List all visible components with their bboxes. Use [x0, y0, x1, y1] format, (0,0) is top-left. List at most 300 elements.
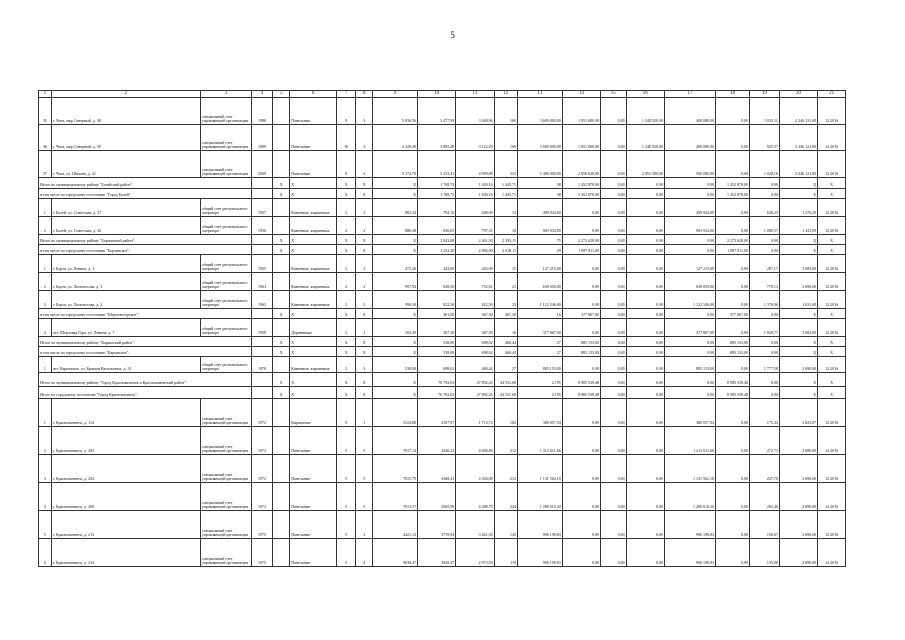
- column-number: 6: [290, 91, 337, 98]
- table-cell: 1 851 000,00: [562, 125, 600, 151]
- table-cell: 272,73: [750, 427, 780, 455]
- table-cell: X: [356, 347, 373, 357]
- table-cell: 0,00: [626, 399, 664, 427]
- table-cell: 2: [337, 291, 356, 309]
- table-cell: общий счет регионального оператора: [200, 217, 251, 235]
- table-cell: 12.2016: [818, 539, 846, 567]
- table-cell: 3 040,96: [456, 98, 494, 125]
- table-cell: 5 274,70: [373, 151, 418, 178]
- table-cell: 794,10: [417, 199, 455, 217]
- table-cell: 0,00: [626, 199, 664, 217]
- table-cell: X: [337, 189, 356, 199]
- table-cell: 0,00: [601, 483, 627, 511]
- table-cell: 75: [518, 235, 563, 245]
- table-cell: 0,00: [626, 511, 664, 539]
- table-cell: 1 768,72: [417, 189, 455, 199]
- table-cell: 4: [356, 539, 373, 567]
- table-row: [39, 399, 846, 427]
- table-cell: 212: [494, 455, 517, 483]
- table-cell: 2 393,11: [494, 235, 517, 245]
- table-cell: специальный счет управляющей организации: [200, 539, 251, 567]
- table-cell: 3: [356, 511, 373, 539]
- table-cell: 2 094,00: [456, 245, 494, 255]
- table-cell: 1 131 562,18: [518, 455, 563, 483]
- table-cell: 8 985 539,48: [715, 373, 749, 387]
- table-cell: X: [373, 178, 418, 189]
- column-number: 14: [562, 91, 600, 98]
- column-number: 16: [626, 91, 664, 98]
- table-row: [39, 483, 846, 511]
- column-number: 13: [518, 91, 563, 98]
- table-cell: 1 348 920,00: [626, 98, 664, 125]
- table-row: [39, 539, 846, 567]
- table-cell: 16: [518, 309, 563, 319]
- table-cell: 2 246 121,00: [779, 125, 817, 151]
- table-cell: специальный счет управляющей организации: [200, 427, 251, 455]
- table-cell: [273, 511, 290, 539]
- table-cell: 1989: [251, 125, 272, 151]
- table-cell: X: [779, 235, 817, 245]
- table-cell: г. Чита, ул. Шилова, д. 41: [51, 151, 200, 178]
- table-cell: 12.2016: [818, 273, 846, 291]
- table-cell: X: [779, 245, 817, 255]
- table-cell: [273, 98, 290, 125]
- table-cell: 27: [518, 347, 563, 357]
- table-row: [39, 319, 846, 337]
- table-cell: 0,00: [715, 199, 749, 217]
- column-number: 8: [356, 91, 373, 98]
- table-cell: 380 057,94: [664, 399, 715, 427]
- table-cell: 2: [356, 199, 373, 217]
- table-cell: X: [273, 309, 290, 319]
- table-cell: 0,00: [715, 125, 749, 151]
- table-cell: 0,00: [715, 98, 749, 125]
- table-cell: [273, 273, 290, 291]
- table-cell: 770,13: [750, 273, 780, 291]
- table-cell: X: [818, 387, 846, 399]
- table-cell: 18: [494, 217, 517, 235]
- table-cell: 0,00: [562, 455, 600, 483]
- table-cell: 12.2016: [818, 511, 846, 539]
- table-cell: 9039,47: [373, 539, 418, 567]
- table-cell: 1 768,72: [417, 178, 455, 189]
- table-cell: 7013,37: [373, 483, 418, 511]
- table-cell: 1 122 546,00: [518, 291, 563, 309]
- table-cell: г. Краснокаменск, д. 214: [51, 539, 200, 567]
- table-cell: X: [818, 347, 846, 357]
- table-cell: 0,00: [664, 189, 715, 199]
- table-cell: 3 683,00: [779, 255, 817, 273]
- table-cell: 0,00: [626, 217, 664, 235]
- subtotal-row: [39, 387, 846, 399]
- table-cell: 145: [494, 511, 517, 539]
- table-cell: X: [337, 309, 356, 319]
- subtotal-label: в том числе по городскому поселению "Карымское":: [39, 347, 252, 357]
- table-cell: 5: [356, 483, 373, 511]
- table-cell: 0,00: [664, 309, 715, 319]
- table-cell: 0,00: [715, 483, 749, 511]
- table-cell: общий счет регионального оператора: [200, 357, 251, 373]
- table-cell: X: [818, 337, 846, 347]
- subtotal-label: Итого по городскому поселению "Город Краснокаменск":: [39, 387, 252, 399]
- table-cell: 377 867,00: [664, 319, 715, 337]
- table-cell: 1 028,16: [750, 151, 780, 178]
- table-cell: 0,00: [626, 309, 664, 319]
- table-cell: X: [373, 235, 418, 245]
- table-cell: X: [818, 309, 846, 319]
- table-cell: 1 713,72: [456, 399, 494, 427]
- table-cell: 1: [39, 399, 52, 427]
- table-cell: X: [779, 347, 817, 357]
- subtotal-label: в том числе по городскому поселению "Борзинское":: [39, 245, 252, 255]
- table-cell: 0,00: [715, 273, 749, 291]
- table-cell: 2 680,00: [779, 427, 817, 455]
- table-cell: г. Краснокаменск, д. 203: [51, 427, 200, 455]
- subtotal-row: [39, 189, 846, 199]
- table-cell: 9: [337, 151, 356, 178]
- subtotal-label: Итого по муниципальному району "Карымский район":: [39, 337, 252, 347]
- table-cell: Панельные: [290, 98, 337, 125]
- column-number: 10: [417, 91, 455, 98]
- table-cell: X: [290, 347, 337, 357]
- table-cell: 0,00: [562, 399, 600, 427]
- subtotal-label: Итого по муниципальному району "Город Краснокаменск и Краснокаменский район":: [39, 373, 252, 387]
- table-cell: 0,00: [601, 217, 627, 235]
- table-cell: 2 690,00: [779, 539, 817, 567]
- table-cell: 3: [356, 357, 373, 373]
- table-cell: 35: [39, 98, 52, 125]
- table-cell: X: [818, 178, 846, 189]
- table-cell: X: [290, 387, 337, 399]
- table-cell: 12.2016: [818, 427, 846, 455]
- table-cell: 698,02: [456, 337, 494, 347]
- table-cell: Панельные: [290, 427, 337, 455]
- table-cell: 885 153,00: [562, 337, 600, 347]
- table-cell: 1 131 562,18: [664, 455, 715, 483]
- table-cell: 1: [39, 357, 52, 373]
- table-cell: 156,67: [750, 511, 780, 539]
- table-cell: [273, 483, 290, 511]
- table-cell: 500 000,00: [664, 151, 715, 178]
- table-cell: X: [356, 245, 373, 255]
- table-cell: 3 122,29: [456, 125, 494, 151]
- table-cell: 1 376,96: [750, 291, 780, 309]
- table-cell: 2 823,87: [779, 399, 817, 427]
- table-cell: 3: [356, 151, 373, 178]
- table-cell: 0,00: [750, 309, 780, 319]
- table-cell: 0,00: [601, 178, 627, 189]
- table-cell: 0,00: [626, 291, 664, 309]
- table-cell: 12.2016: [818, 483, 846, 511]
- table-cell: 380 057,94: [518, 399, 563, 427]
- table-cell: специальный счет управляющей организации: [200, 511, 251, 539]
- table-cell: 0,00: [601, 125, 627, 151]
- table-cell: 0,00: [750, 347, 780, 357]
- table-cell: общий счет регионального оператора: [200, 255, 251, 273]
- table-cell: 1963: [251, 291, 272, 309]
- table-cell: 0,00: [626, 373, 664, 387]
- table-cell: 2 252,20: [417, 245, 455, 255]
- table-cell: 996 198,83: [518, 511, 563, 539]
- table-cell: Панельные: [290, 483, 337, 511]
- table-cell: 2 690,00: [779, 483, 817, 511]
- table-cell: 0,00: [626, 347, 664, 357]
- table-cell: 0,00: [715, 511, 749, 539]
- table-cell: [273, 125, 290, 151]
- table-cell: 0,00: [562, 511, 600, 539]
- table-cell: г. Краснокаменск, д. 213: [51, 511, 200, 539]
- table-cell: Каменные, кирпичные: [290, 255, 337, 273]
- table-cell: 5: [337, 539, 356, 567]
- table-cell: 0,00: [601, 455, 627, 483]
- table-cell: 3124,88: [373, 399, 418, 427]
- table-cell: 119: [494, 539, 517, 567]
- table-cell: 23: [494, 291, 517, 309]
- column-number-row: [39, 91, 846, 98]
- table-cell: 2: [356, 217, 373, 235]
- table-cell: 0,00: [562, 483, 600, 511]
- table-row: [39, 98, 846, 125]
- table-cell: 4 304,08: [456, 455, 494, 483]
- subtotal-label: Итого по муниципальному району "Балейский район":: [39, 178, 252, 189]
- table-cell: 5 836,56: [373, 98, 418, 125]
- column-number: 1: [39, 91, 52, 98]
- table-cell: 12.2016: [818, 125, 846, 151]
- table-cell: 3: [356, 125, 373, 151]
- table-cell: 0,00: [562, 539, 600, 567]
- column-number: 9: [373, 91, 418, 98]
- table-cell: г. Чита, мкр Северный, д. 38: [51, 98, 200, 125]
- table-cell: 244: [494, 483, 517, 511]
- table-cell: 885 153,00: [715, 347, 749, 357]
- column-number: 11: [456, 91, 494, 98]
- table-cell: 47 892,43: [456, 373, 494, 387]
- table-cell: 3 885,48: [417, 125, 455, 151]
- table-cell: 5: [337, 427, 356, 455]
- table-cell: X: [337, 373, 356, 387]
- table-cell: г. Борзя, ул. Ломоносова, д. 2: [51, 291, 200, 309]
- table-cell: 0,00: [715, 357, 749, 373]
- table-cell: 445,00: [456, 255, 494, 273]
- table-cell: 5 252,41: [417, 151, 455, 178]
- table-cell: [251, 245, 272, 255]
- table-cell: 36: [39, 125, 52, 151]
- table-cell: 499 944,00: [518, 199, 563, 217]
- column-number: 17: [664, 91, 715, 98]
- table-cell: 885 153,00: [715, 337, 749, 347]
- table-cell: 0,00: [601, 189, 627, 199]
- table-cell: г. Балей, ул. Советская, д. 37: [51, 199, 200, 217]
- table-cell: г. Борзя, ул. Ломоносова, д. 3: [51, 273, 200, 291]
- table-cell: 12.2016: [818, 98, 846, 125]
- table-cell: 885 153,00: [664, 357, 715, 373]
- table-cell: 0,00: [562, 273, 600, 291]
- table-cell: 12.2016: [818, 357, 846, 373]
- table-cell: 1 445,71: [494, 189, 517, 199]
- table-cell: 29: [518, 245, 563, 255]
- table-cell: 828,50: [417, 273, 455, 291]
- table-cell: 7017,14: [373, 427, 418, 455]
- table-cell: 367,30: [494, 309, 517, 319]
- table-cell: X: [337, 387, 356, 399]
- subtotal-label: Итого по муниципальному району "Борзинский район":: [39, 235, 252, 245]
- table-cell: 822,50: [417, 291, 455, 309]
- table-cell: 996 198,83: [664, 539, 715, 567]
- table-cell: 2 195: [518, 387, 563, 399]
- table-cell: 1 021,00: [779, 291, 817, 309]
- table-cell: 1958: [251, 319, 272, 337]
- table-cell: 4368,21: [417, 455, 455, 483]
- table-cell: специальный счет управляющей организации: [200, 483, 251, 511]
- table-cell: 0,00: [601, 511, 627, 539]
- table-cell: 0,00: [626, 337, 664, 347]
- table-cell: Деревянные: [290, 319, 337, 337]
- table-cell: 822,50: [456, 291, 494, 309]
- table-cell: 1 851 000,00: [562, 98, 600, 125]
- table-cell: 1 341,09: [779, 217, 817, 235]
- table-cell: 44 531,68: [494, 373, 517, 387]
- table-cell: 0,00: [601, 151, 627, 178]
- table-cell: 3: [356, 98, 373, 125]
- table-cell: 1988: [251, 98, 272, 125]
- table-cell: [251, 373, 272, 387]
- table-cell: 3 477,99: [417, 98, 455, 125]
- table-cell: 102: [494, 399, 517, 427]
- table-cell: 2: [356, 255, 373, 273]
- table-cell: 0,00: [601, 273, 627, 291]
- table-cell: 12.2016: [818, 151, 846, 178]
- table-cell: 0,00: [750, 245, 780, 255]
- table-cell: 367,30: [456, 319, 494, 337]
- table-cell: 1 630,16: [456, 189, 494, 199]
- table-cell: 0,00: [626, 319, 664, 337]
- column-number: 12: [494, 91, 517, 98]
- table-cell: [273, 455, 290, 483]
- table-cell: 0,00: [601, 98, 627, 125]
- table-cell: 996 198,83: [518, 539, 563, 567]
- table-cell: 538,00: [417, 347, 455, 357]
- table-cell: X: [779, 387, 817, 399]
- table-cell: 4 999,89: [456, 151, 494, 178]
- table-cell: 0,00: [601, 427, 627, 455]
- table-cell: 2: [337, 255, 356, 273]
- table-cell: 0,00: [715, 291, 749, 309]
- table-cell: 443,00: [417, 255, 455, 273]
- table-cell: [273, 199, 290, 217]
- table-cell: 2 690,00: [779, 455, 817, 483]
- table-cell: 1 777,58: [750, 357, 780, 373]
- register-table: [38, 90, 846, 567]
- table-cell: 996,30: [373, 291, 418, 309]
- table-cell: 175,44: [750, 399, 780, 427]
- table-cell: X: [290, 189, 337, 199]
- table-cell: 1975: [251, 511, 272, 539]
- table-cell: 2: [337, 273, 356, 291]
- table-cell: 698,02: [456, 347, 494, 357]
- table-cell: 12.2016: [818, 199, 846, 217]
- table-cell: X: [779, 178, 817, 189]
- table-cell: 1 630,16: [456, 178, 494, 189]
- table-cell: 37: [39, 151, 52, 178]
- table-cell: специальный счет управляющей организации: [200, 151, 251, 178]
- table-cell: 8 985 539,48: [715, 387, 749, 399]
- column-number: 7: [337, 91, 356, 98]
- table-cell: 0,00: [626, 189, 664, 199]
- table-cell: 648,00: [456, 199, 494, 217]
- table-cell: 460,44: [494, 337, 517, 347]
- table-cell: 10: [337, 125, 356, 151]
- table-cell: 212: [494, 427, 517, 455]
- table-cell: 5: [39, 511, 52, 539]
- table-row: [39, 273, 846, 291]
- table-cell: 0,00: [601, 337, 627, 347]
- table-cell: общий счет регионального оператора: [200, 291, 251, 309]
- table-cell: 0,00: [664, 245, 715, 255]
- table-cell: 2107,97: [417, 399, 455, 427]
- table-cell: 0,00: [626, 245, 664, 255]
- table-cell: 1937: [251, 199, 272, 217]
- table-cell: Кирпичные: [290, 399, 337, 427]
- table-cell: 2: [337, 199, 356, 217]
- table-cell: 1 452 878,00: [562, 189, 600, 199]
- table-cell: 0,00: [601, 291, 627, 309]
- table-cell: 27: [494, 357, 517, 373]
- table-cell: 2 246 121,00: [779, 151, 817, 178]
- table-cell: специальный счет управляющей организации: [200, 125, 251, 151]
- table-cell: 0,00: [601, 347, 627, 357]
- table-cell: 1963: [251, 273, 272, 291]
- table-cell: 377 867,00: [715, 309, 749, 319]
- table-cell: 4 046,06: [456, 427, 494, 455]
- table-row: [39, 199, 846, 217]
- table-cell: пгт. Карымское, ул. Братьев Васильевых, д. 31: [51, 357, 200, 373]
- table-cell: 0,00: [664, 337, 715, 347]
- table-cell: 9: [337, 399, 356, 427]
- table-cell: 1 452 878,00: [562, 178, 600, 189]
- table-row: [39, 151, 846, 178]
- table-cell: 1975: [251, 539, 272, 567]
- table-cell: 1 035,11: [750, 98, 780, 125]
- table-cell: 1936: [251, 217, 272, 235]
- table-cell: X: [290, 337, 337, 347]
- table-cell: 0,00: [664, 347, 715, 357]
- table-cell: 0,00: [601, 357, 627, 373]
- table-cell: X: [356, 178, 373, 189]
- table-cell: Каменные, кирпичные: [290, 357, 337, 373]
- table-cell: 0,00: [715, 455, 749, 483]
- table-cell: X: [273, 245, 290, 255]
- table-cell: 3 600 000,00: [518, 125, 563, 151]
- table-cell: 903 934,00: [518, 217, 563, 235]
- table-cell: Панельные: [290, 511, 337, 539]
- table-cell: X: [337, 245, 356, 255]
- table-cell: 0,00: [601, 539, 627, 567]
- table-cell: 638 050,00: [518, 273, 563, 291]
- table-cell: X: [779, 373, 817, 387]
- table-cell: X: [273, 235, 290, 245]
- table-cell: 2 690,00: [779, 273, 817, 291]
- table-cell: 472,26: [373, 255, 418, 273]
- table-cell: X: [290, 235, 337, 245]
- table-cell: 15: [494, 255, 517, 273]
- column-number: 20: [779, 91, 817, 98]
- table-cell: Каменные, кирпичные: [290, 273, 337, 291]
- table-cell: 1935: [251, 255, 272, 273]
- table-cell: 0,00: [715, 427, 749, 455]
- table-cell: X: [356, 309, 373, 319]
- table-cell: 1 452 878,00: [715, 189, 749, 199]
- table-row: [39, 217, 846, 235]
